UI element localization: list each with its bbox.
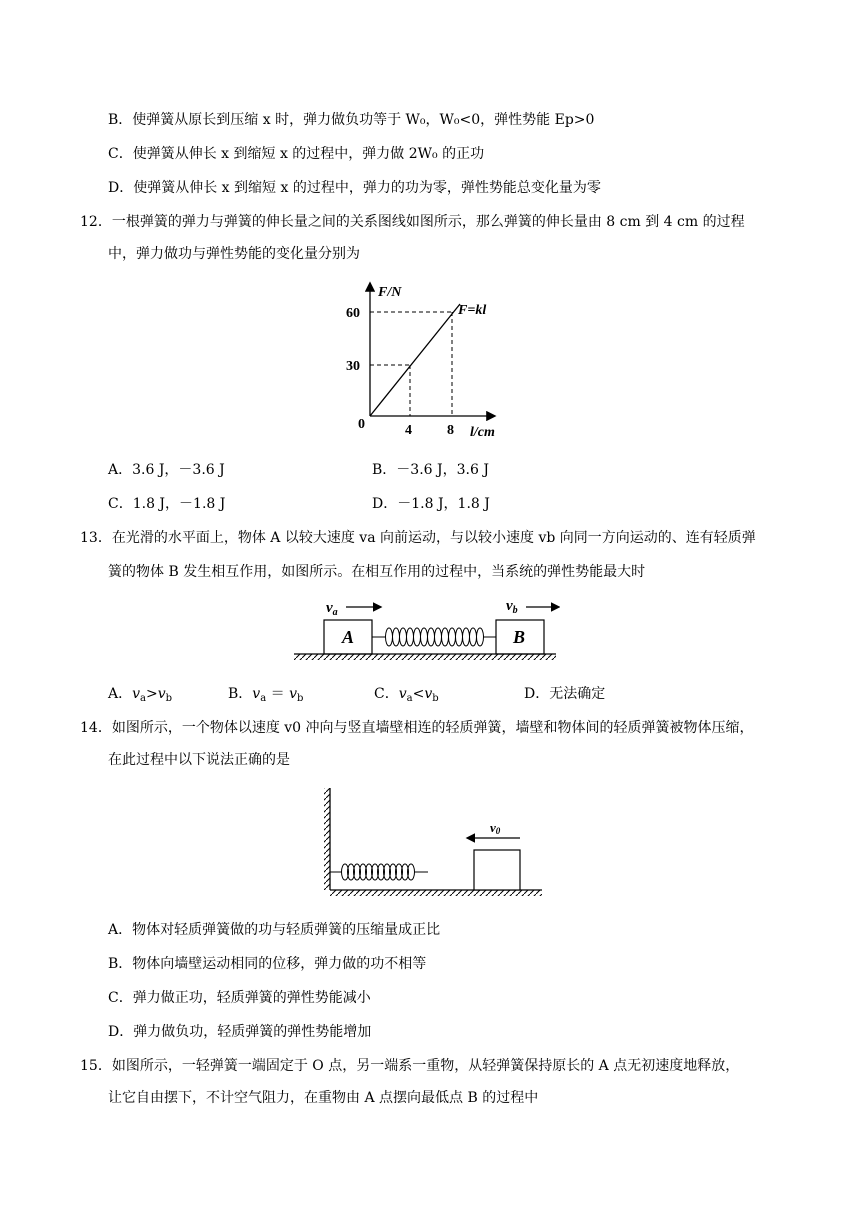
y-tick-60: 60 xyxy=(346,306,360,321)
q15-stem-line1: 如图所示，一轻弹簧一端固定于 O 点，另一端系一重物，从轻弹簧保持原长的 A 点无初速度地释放， xyxy=(111,1058,740,1074)
origin-label: 0 xyxy=(358,417,365,432)
q13-stem-line1: 在光滑的水平面上，物体 A 以较大速度 va 向前运动，与以较小速度 vb 向同一方向运动的、连有轻质弹 xyxy=(111,530,756,546)
q13-option-d: D．无法确定 xyxy=(524,686,606,702)
q11-option-b: B．使弹簧从原长到压缩 x 时，弹力做负功等于 W₀，W₀<0，弹性势能 Ep>0 xyxy=(108,112,595,128)
q14-stem xyxy=(80,718,754,738)
q13-option-b: B．$v_a = v_b$ xyxy=(228,686,304,704)
q12-option-c: C．1.8 J，－1.8 J xyxy=(108,496,226,512)
q13-stem xyxy=(80,528,756,548)
va-label: $v_a$ xyxy=(326,600,338,618)
q12-force-extension-graph xyxy=(330,278,520,448)
q13-option-c: C．$v_a<v_b$ xyxy=(374,686,439,704)
q14-option-d: D．弹力做负功，轻质弹簧的弹性势能增加 xyxy=(108,1024,372,1040)
q12-option-a: A．3.6 J，－3.6 J xyxy=(108,462,225,478)
q11-option-d: D．使弹簧从伸长 x 到缩短 x 的过程中，弹力的功为零，弹性势能总变化量为零 xyxy=(108,180,601,196)
q12-option-d: D．－1.8 J，1.8 J xyxy=(372,496,490,512)
q13-stem-line2: 簧的物体 B 发生相互作用，如图所示。在相互作用的过程中，当系统的弹性势能最大时 xyxy=(108,564,646,580)
x-axis-label: l/cm xyxy=(470,425,495,440)
y-axis-label: F/N xyxy=(378,285,402,300)
vb-label: $v_b$ xyxy=(506,598,518,616)
q11-option-c: C．使弹簧从伸长 x 到缩短 x 的过程中，弹力做 2W₀ 的正功 xyxy=(108,146,485,162)
y-tick-30: 30 xyxy=(346,359,360,374)
svg-text:B: B xyxy=(513,627,526,647)
v0-label: v0 xyxy=(490,820,501,836)
q13-spring-blocks-figure xyxy=(290,592,560,664)
q14-option-a: A．物体对轻质弹簧做的功与轻质弹簧的压缩量成正比 xyxy=(108,922,441,938)
question-number: 13． xyxy=(80,530,112,546)
q14-stem-line1: 如图所示，一个物体以速度 v0 冲向与竖直墙壁相连的轻质弹簧，墙壁和物体间的轻质弹簧被物体压缩， xyxy=(111,720,754,736)
q12-stem-line2: 中，弹力做功与弹性势能的变化量分别为 xyxy=(108,246,360,262)
f-kl-line xyxy=(370,304,460,416)
q14-option-b: B．物体向墙壁运动相同的位移，弹力做的功不相等 xyxy=(108,956,427,972)
question-number: 14． xyxy=(80,720,112,736)
moving-block xyxy=(474,850,520,890)
spring xyxy=(372,628,496,646)
x-tick-8: 8 xyxy=(447,423,454,438)
q14-option-c: C．弹力做正功，轻质弹簧的弹性势能减小 xyxy=(108,990,371,1006)
q12-stem-line1: 一根弹簧的弹力与弹簧的伸长量之间的关系图线如图所示，那么弹簧的伸长量由 8 cm 到 4 cm 的过程 xyxy=(111,214,745,230)
q13-option-a: A．$v_a>v_b$ xyxy=(108,686,173,704)
svg-text:A: A xyxy=(342,627,355,647)
line-label: F=kl xyxy=(458,303,487,318)
q14-stem-line2: 在此过程中以下说法正确的是 xyxy=(108,752,290,768)
x-tick-4: 4 xyxy=(405,423,412,438)
spring xyxy=(330,864,428,880)
q15-stem xyxy=(80,1056,739,1076)
q12-option-b: B．－3.6 J，3.6 J xyxy=(372,462,489,478)
question-number: 12． xyxy=(80,214,112,230)
question-number: 15． xyxy=(80,1058,112,1074)
q14-wall-spring-figure xyxy=(320,786,550,896)
q15-stem-line2: 让它自由摆下，不计空气阻力，在重物由 A 点摆向最低点 B 的过程中 xyxy=(108,1090,539,1106)
q12-stem xyxy=(80,212,745,232)
